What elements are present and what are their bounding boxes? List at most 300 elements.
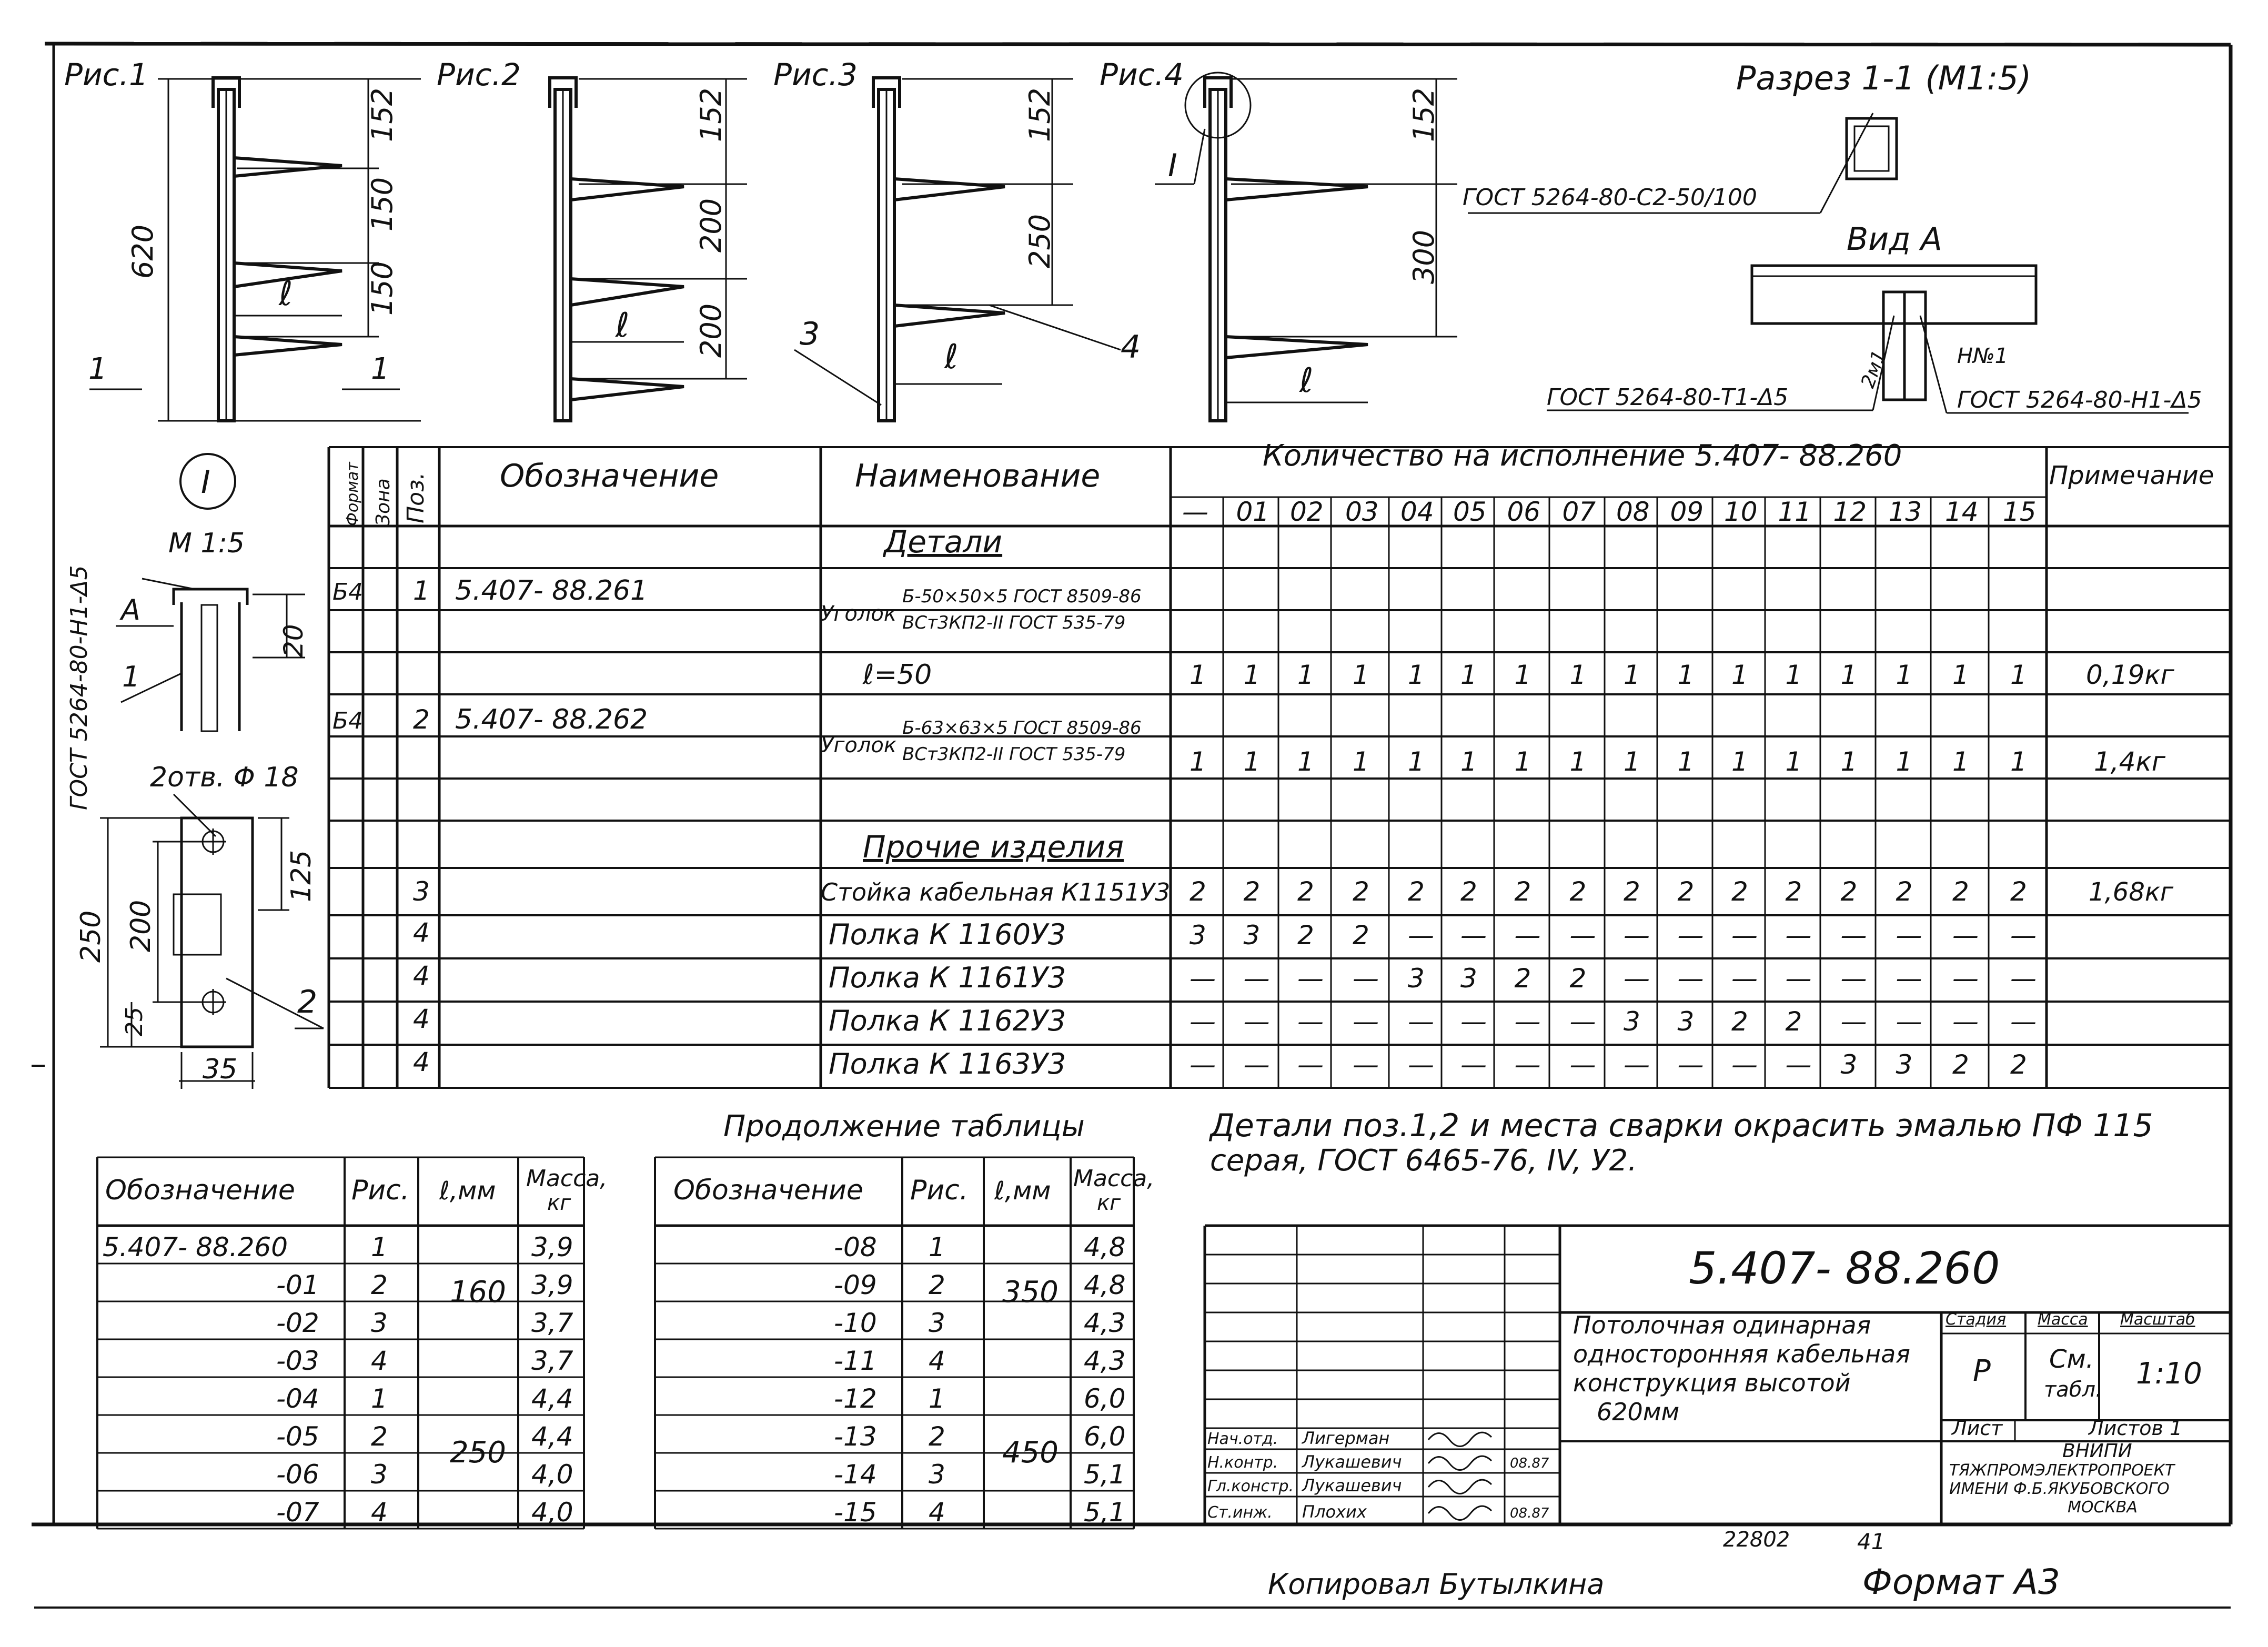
variant-figure: 1	[371, 1232, 388, 1262]
row1-position: 1	[413, 575, 430, 606]
quantity-cell: 1	[1243, 746, 1261, 777]
variant-figure: 3	[371, 1459, 388, 1490]
plate-holes-note: 2отв. Φ 18	[150, 762, 299, 793]
quantity-cell: —	[1569, 920, 1596, 951]
right-header-mass-unit: кг	[1097, 1191, 1121, 1215]
quantity-cell: —	[1785, 963, 1812, 994]
left-header-l: ℓ,мм	[439, 1176, 496, 1206]
detail-I-scale: М 1:5	[168, 528, 245, 559]
variants-tables	[97, 1109, 1154, 1529]
figure-1	[64, 57, 421, 421]
plate-dim-top: 125	[286, 850, 317, 902]
detail-I-dim: 20	[278, 624, 309, 658]
figure-4-dim-b: 300	[1407, 229, 1440, 284]
variant-mass: 5,1	[1084, 1459, 1126, 1490]
figure-3-l-label: ℓ	[944, 338, 959, 377]
quantity-cell: —	[1514, 920, 1541, 951]
variant-mass: 3,7	[531, 1308, 573, 1338]
figure-4-callout-I: I	[1168, 147, 1177, 184]
quantity-cell: —	[1677, 920, 1704, 951]
quantity-cell: —	[1624, 1049, 1650, 1080]
quantity-cell: —	[1952, 920, 1979, 951]
variant-designation: 5.407- 88.260	[103, 1232, 288, 1262]
variant-designation: -01	[276, 1270, 319, 1300]
plate-dim-width: 35	[203, 1054, 238, 1085]
sheet-frame	[32, 44, 2231, 1608]
quantity-cell: 2	[1896, 876, 1913, 907]
quantity-cell: —	[1297, 1049, 1324, 1080]
figure-3-position-3: 3	[800, 316, 820, 352]
figure-2-label: Рис.2	[437, 57, 521, 93]
figure-2-l-label: ℓ	[616, 306, 630, 345]
quantity-cell: —	[1243, 1049, 1270, 1080]
quantity-cell: 1	[1896, 746, 1913, 777]
variant-header: 13	[1888, 497, 1922, 527]
row8-position: 4	[413, 1047, 430, 1077]
approval-date: 08.87	[1510, 1456, 1549, 1471]
variant-figure: 4	[371, 1346, 388, 1376]
variant-figure: 3	[929, 1459, 945, 1490]
quantity-cell: 1	[1243, 660, 1261, 690]
signature-mark	[1428, 1480, 1491, 1493]
variant-header: 02	[1290, 497, 1324, 527]
row8-quantities	[1190, 1049, 2027, 1080]
quantity-cell: 2	[1785, 1006, 1802, 1037]
variant-header: 06	[1507, 497, 1541, 527]
quantity-cell: —	[1840, 920, 1867, 951]
signature-mark	[1428, 1456, 1491, 1470]
quantity-cell: 1	[1840, 660, 1858, 690]
figure-4-l-label: ℓ	[1299, 361, 1314, 400]
quantity-cell: —	[1624, 963, 1650, 994]
quantity-cell: 1	[1569, 660, 1587, 690]
left-length-250: 250	[450, 1436, 506, 1470]
title-line-2: односторонняя кабельная	[1573, 1340, 1910, 1368]
quantity-cell: —	[1353, 1006, 1379, 1037]
quantity-cell: 3	[1243, 920, 1261, 951]
figure-1-dim-a: 152	[366, 87, 399, 142]
approval-name: Плохих	[1302, 1502, 1367, 1522]
quantity-cell: —	[1514, 1006, 1541, 1037]
figure-2-dim-c: 200	[694, 303, 728, 358]
variant-mass: 4,3	[1084, 1308, 1126, 1338]
variant-header: 14	[1945, 497, 1979, 527]
variant-header: 03	[1345, 497, 1379, 527]
detail-I	[66, 454, 309, 810]
quantity-cell: 2	[1408, 876, 1425, 907]
sheet-footer	[1268, 1528, 2060, 1602]
quantity-cell: 1	[1785, 746, 1802, 777]
quantity-cell: —	[1840, 963, 1867, 994]
quantity-cell: 1	[1731, 660, 1748, 690]
right-length-350: 350	[1002, 1275, 1059, 1309]
detail-I-weld-note: ГОСТ 5264-80-Н1-Δ5	[66, 565, 93, 810]
quantity-cell: 3	[1896, 1049, 1913, 1080]
quantity-cell: 1	[1514, 660, 1531, 690]
quantity-cell: 2	[1731, 1006, 1748, 1037]
quantity-cell: 1	[1353, 660, 1369, 690]
quantity-cell: —	[1896, 1006, 1922, 1037]
quantity-cell: 3	[1624, 1006, 1640, 1037]
approval-role: Н.контр.	[1207, 1453, 1278, 1472]
row7-position: 4	[413, 1004, 430, 1034]
header-name: Наименование	[855, 458, 1101, 494]
approval-role: Ст.инж.	[1207, 1503, 1273, 1522]
variant-designation: -08	[834, 1232, 877, 1262]
quantity-cell: —	[1624, 920, 1650, 951]
quantity-cell: 2	[1731, 876, 1748, 907]
org-line-4: МОСКВА	[2068, 1498, 2138, 1517]
row7-quantities	[1190, 1006, 2037, 1037]
variant-header: 12	[1833, 497, 1867, 527]
quantity-cell: —	[1243, 963, 1270, 994]
pipe-gost-note: ГОСТ 5264-80-С2-50/100	[1463, 184, 1757, 211]
quantity-cell: 1	[1460, 746, 1477, 777]
row4-note: 1,68кг	[2089, 877, 2174, 907]
variant-designation: -10	[834, 1308, 877, 1338]
quantity-cell: 3	[1677, 1006, 1695, 1037]
quantity-cell: —	[1952, 963, 1979, 994]
title-line-1: Потолочная одинарная	[1573, 1311, 1871, 1339]
variant-figure: 1	[929, 1383, 945, 1414]
quantity-cell: 1	[1624, 746, 1640, 777]
left-header-fig: Рис.	[351, 1175, 410, 1206]
quantity-cell: 2	[2010, 1049, 2027, 1080]
quantity-cell: —	[1190, 1049, 1216, 1080]
header-zone: Зона	[372, 478, 394, 526]
view-a-title: Вид А	[1847, 221, 1942, 258]
quantity-cell: 3	[1408, 963, 1425, 994]
quantity-cell: —	[1460, 920, 1487, 951]
quantity-cell: —	[1460, 1006, 1487, 1037]
section-1-1	[1463, 59, 2202, 413]
quantity-cell: 1	[1624, 660, 1640, 690]
figure-3-dim-b: 250	[1023, 214, 1056, 268]
quantity-cell: 1	[1785, 660, 1802, 690]
paint-note	[1208, 1107, 2153, 1178]
quantity-cell: 1	[1840, 746, 1858, 777]
quantity-cell: 1	[1408, 746, 1425, 777]
variant-designation: -09	[834, 1270, 877, 1300]
header-quantity: Количество на исполнение 5.407- 88.260	[1263, 439, 1902, 473]
right-header-designation: Обозначение	[673, 1175, 863, 1206]
quantity-cell: 2	[1460, 876, 1477, 907]
approval-name: Лукашевич	[1302, 1452, 1402, 1472]
variant-designation: -02	[276, 1308, 319, 1338]
variant-mass: 3,9	[531, 1232, 573, 1262]
section-other-title: Прочие изделия	[863, 829, 1124, 865]
variant-headers	[1182, 497, 2037, 527]
quantity-cell: 2	[1840, 876, 1858, 907]
quantity-cell: —	[1785, 920, 1812, 951]
quantity-cell: —	[1840, 1006, 1867, 1037]
quantity-cell: —	[1190, 1006, 1216, 1037]
plate-position: 2	[297, 984, 318, 1020]
quantity-cell: 1	[1190, 660, 1206, 690]
variant-designation: -05	[276, 1421, 319, 1452]
quantity-cell: 2	[1785, 876, 1802, 907]
variant-mass: 4,4	[531, 1383, 573, 1414]
quantity-cell: 2	[1569, 963, 1587, 994]
variant-header: 15	[2003, 497, 2037, 527]
right-length-450: 450	[1002, 1436, 1059, 1470]
figure-3-label: Рис.3	[773, 57, 858, 93]
variant-mass: 3,9	[531, 1270, 573, 1300]
quantity-cell: 2	[2010, 876, 2027, 907]
variant-designation: -04	[276, 1383, 319, 1414]
row3-format: Б4	[332, 708, 364, 734]
quantity-cell: 1	[2010, 660, 2027, 690]
variant-mass: 4,0	[531, 1497, 573, 1528]
quantity-cell: 1	[1460, 660, 1477, 690]
weld-right-note: ГОСТ 5264-80-Н1-Δ5	[1957, 387, 2202, 413]
mass-header: Масса	[2038, 1310, 2088, 1329]
header-designation: Обозначение	[500, 458, 719, 494]
signature-mark	[1428, 1506, 1491, 1520]
variant-designation: -12	[834, 1383, 877, 1414]
quantity-cell: —	[1297, 963, 1324, 994]
variant-mass: 6,0	[1084, 1421, 1126, 1452]
row1-name-bottom: ВСт3КП2-II ГОСТ 535-79	[902, 612, 1126, 633]
approval-date: 08.87	[1510, 1505, 1549, 1521]
document-number: 5.407- 88.260	[1689, 1242, 2000, 1294]
mass-value-2: табл.	[2044, 1378, 2102, 1402]
quantity-cell: 3	[1840, 1049, 1858, 1080]
quantity-cell: 1	[1297, 660, 1314, 690]
header-format: Формат	[344, 462, 362, 526]
right-header-l: ℓ,мм	[994, 1176, 1051, 1206]
plate-detail	[75, 762, 324, 1089]
row6-position: 4	[413, 961, 430, 991]
inventory-number: 22802	[1723, 1528, 1790, 1552]
quantity-cell: —	[1353, 1049, 1379, 1080]
variant-designation: -06	[276, 1459, 319, 1490]
note-line-2: серая, ГОСТ 6465-76, IV, У2.	[1210, 1144, 1637, 1178]
weld-left-pos: 2м1	[1857, 347, 1891, 391]
row3-designation: 5.407- 88.262	[455, 704, 648, 735]
quantity-cell: —	[1731, 920, 1758, 951]
left-length-160: 160	[450, 1275, 506, 1309]
specification-table	[329, 439, 2231, 1088]
quantity-cell: 1	[1731, 746, 1748, 777]
quantity-cell: —	[1408, 920, 1434, 951]
quantity-cell: —	[1514, 1049, 1541, 1080]
row4-name: Стойка кабельная К1151У3	[821, 878, 1171, 906]
plate-dim-bottom: 25	[121, 1007, 148, 1036]
variant-figure: 3	[371, 1308, 388, 1338]
quantity-cell: 3	[1460, 963, 1477, 994]
variant-designation: -13	[834, 1421, 877, 1452]
variant-mass: 3,7	[531, 1346, 573, 1376]
row1-name-word: Уголок	[821, 602, 897, 626]
quantity-cell: 1	[1514, 746, 1531, 777]
left-header-mass: Масса,	[526, 1165, 608, 1192]
variant-figure: 1	[371, 1383, 388, 1414]
row3-position: 2	[413, 704, 430, 735]
figure-4	[1100, 57, 1457, 421]
scale-value: 1:10	[2136, 1357, 2202, 1391]
sheets-label: Листов 1	[2089, 1417, 2183, 1440]
variant-header: 01	[1236, 497, 1270, 527]
approval-rows	[1207, 1428, 1549, 1522]
quantity-cell: —	[2010, 963, 2037, 994]
weld-left-note: ГОСТ 5264-80-Т1-Δ5	[1547, 384, 1789, 411]
sheet-number: 41	[1857, 1529, 1886, 1554]
quantity-cell: 2	[1353, 876, 1369, 907]
plate-dim-hole-span: 200	[125, 900, 157, 952]
variant-figure: 2	[929, 1270, 945, 1300]
row2-quantities	[1190, 660, 2027, 690]
variant-header: —	[1182, 497, 1208, 527]
quantity-cell: 1	[1569, 746, 1587, 777]
quantity-cell: —	[1569, 1049, 1596, 1080]
quantity-cell: —	[2010, 920, 2037, 951]
row1-format: Б4	[332, 579, 364, 605]
variant-header: 10	[1724, 497, 1758, 527]
approval-role: Нач.отд.	[1207, 1430, 1278, 1448]
variant-figure: 1	[929, 1232, 945, 1262]
quantity-cell: —	[1408, 1049, 1434, 1080]
quantity-cell: 1	[2010, 746, 2027, 777]
plate-dim-height: 250	[75, 910, 107, 963]
variant-header: 09	[1670, 497, 1704, 527]
stage-header: Стадия	[1946, 1310, 2007, 1329]
row8-name: Полка К 1163У3	[829, 1047, 1066, 1080]
right-variant-rows	[834, 1232, 1126, 1528]
row2-note: 0,19кг	[2086, 660, 2174, 690]
variant-header: 11	[1778, 497, 1812, 527]
quantity-cell: 1	[1353, 746, 1369, 777]
quantity-cell: 1	[1952, 660, 1969, 690]
org-line-2: ТЯЖПРОМЭЛЕКТРОПРОЕКТ	[1949, 1461, 2175, 1480]
variants-caption: Продолжение таблицы	[723, 1109, 1085, 1144]
stage-value: Р	[1973, 1354, 1991, 1388]
sheet-label: Лист	[1952, 1417, 2003, 1440]
quantity-cell: —	[1785, 1049, 1812, 1080]
quantity-cell: 1	[1952, 746, 1969, 777]
figure-1-cut-left: 1	[88, 352, 107, 386]
quantity-cell: —	[1896, 963, 1922, 994]
quantity-cell: 1	[1190, 746, 1206, 777]
figure-3-dim-a: 152	[1023, 87, 1056, 142]
variant-designation: -11	[834, 1346, 877, 1376]
quantity-cell: —	[1569, 1006, 1596, 1037]
row6-quantities	[1190, 963, 2037, 994]
quantity-cell: —	[1896, 920, 1922, 951]
left-header-designation: Обозначение	[105, 1175, 295, 1206]
quantity-cell: —	[1353, 963, 1379, 994]
left-header-mass-unit: кг	[547, 1191, 571, 1215]
title-line-3: конструкция высотой	[1573, 1369, 1851, 1397]
quantity-cell: 2	[1514, 963, 1531, 994]
variant-mass: 4,8	[1084, 1232, 1126, 1262]
row3-name-bottom: ВСт3КП2-II ГОСТ 535-79	[902, 744, 1126, 765]
detail-I-mark: I	[201, 464, 210, 501]
variant-figure: 2	[371, 1270, 388, 1300]
quantity-cell: —	[1952, 1006, 1979, 1037]
row4-position: 3	[413, 876, 430, 907]
variant-header: 08	[1616, 497, 1650, 527]
figure-4-dim-a: 152	[1407, 87, 1440, 142]
figure-3	[773, 57, 1141, 421]
variant-mass: 4,4	[531, 1421, 573, 1452]
row1-name-top: Б-50×50×5 ГОСТ 8509-86	[902, 586, 1142, 607]
variant-mass: 4,8	[1084, 1270, 1126, 1300]
figure-4-label: Рис.4	[1100, 57, 1184, 93]
quantity-cell: 1	[1677, 746, 1695, 777]
figure-1-overall-dim: 620	[126, 224, 159, 279]
variant-designation: -03	[276, 1346, 319, 1376]
row6-name: Полка К 1161У3	[829, 961, 1066, 994]
quantity-cell: 2	[1190, 876, 1206, 907]
quantity-cell: 2	[1243, 876, 1261, 907]
variant-figure: 4	[929, 1346, 945, 1376]
row5-name: Полка К 1160У3	[829, 918, 1066, 951]
figure-1-l-label: ℓ	[279, 275, 293, 314]
header-position: Поз.	[402, 472, 429, 523]
quantity-cell: —	[1297, 1006, 1324, 1037]
variant-mass: 4,3	[1084, 1346, 1126, 1376]
row4-quantities	[1190, 876, 2027, 907]
scale-header: Масштаб	[2120, 1310, 2195, 1329]
figure-2-dim-b: 200	[694, 198, 728, 252]
right-header-fig: Рис.	[910, 1175, 969, 1206]
variant-designation: -14	[834, 1459, 877, 1490]
quantity-cell: —	[1190, 963, 1216, 994]
row3-name-word: Уголок	[821, 733, 897, 757]
title-line-4: 620мм	[1597, 1398, 1680, 1426]
variant-figure: 2	[371, 1421, 388, 1452]
variant-designation: -07	[276, 1497, 319, 1528]
right-header-mass: Масса,	[1073, 1165, 1155, 1192]
approval-role: Гл.констр.	[1207, 1477, 1294, 1496]
section-title: Разрез 1-1 (М1:5)	[1736, 59, 2032, 97]
figure-2	[437, 57, 747, 421]
quantity-cell: —	[1731, 963, 1758, 994]
row5-position: 4	[413, 917, 430, 948]
variant-header: 07	[1562, 497, 1596, 527]
variant-figure: 4	[929, 1497, 945, 1528]
quantity-cell: —	[1408, 1006, 1434, 1037]
row2-name: ℓ=50	[863, 659, 932, 691]
quantity-cell: 2	[1952, 876, 1969, 907]
quantity-cell: 1	[1297, 746, 1314, 777]
header-note: Примечание	[2049, 461, 2214, 490]
quantity-cell: 2	[1952, 1049, 1969, 1080]
quantity-cell: 1	[1677, 660, 1695, 690]
variant-figure: 4	[371, 1497, 388, 1528]
quantity-cell: 2	[1624, 876, 1640, 907]
note-line-1: Детали поз.1,2 и места сварки окрасить эмалью ПФ 115	[1210, 1107, 2153, 1144]
row5-quantities	[1190, 920, 2037, 951]
row1-designation: 5.407- 88.261	[455, 575, 648, 607]
detail-I-position: 1	[122, 660, 140, 693]
variant-header: 04	[1400, 497, 1434, 527]
quantity-cell: 1	[1408, 660, 1425, 690]
quantity-cell: 1	[1896, 660, 1913, 690]
quantity-cell: 3	[1190, 920, 1206, 951]
quantity-cell: —	[2010, 1006, 2037, 1037]
quantity-cell: 2	[1297, 920, 1314, 951]
variant-header: 05	[1453, 497, 1487, 527]
variant-mass: 6,0	[1084, 1383, 1126, 1414]
variant-mass: 5,1	[1084, 1497, 1126, 1528]
section-details-title: Детали	[884, 524, 1003, 560]
quantity-cell: —	[1731, 1049, 1758, 1080]
org-line-1: ВНИПИ	[2062, 1440, 2132, 1462]
mass-value-1: См.	[2049, 1345, 2094, 1374]
row3-note: 1,4кг	[2094, 746, 2165, 777]
